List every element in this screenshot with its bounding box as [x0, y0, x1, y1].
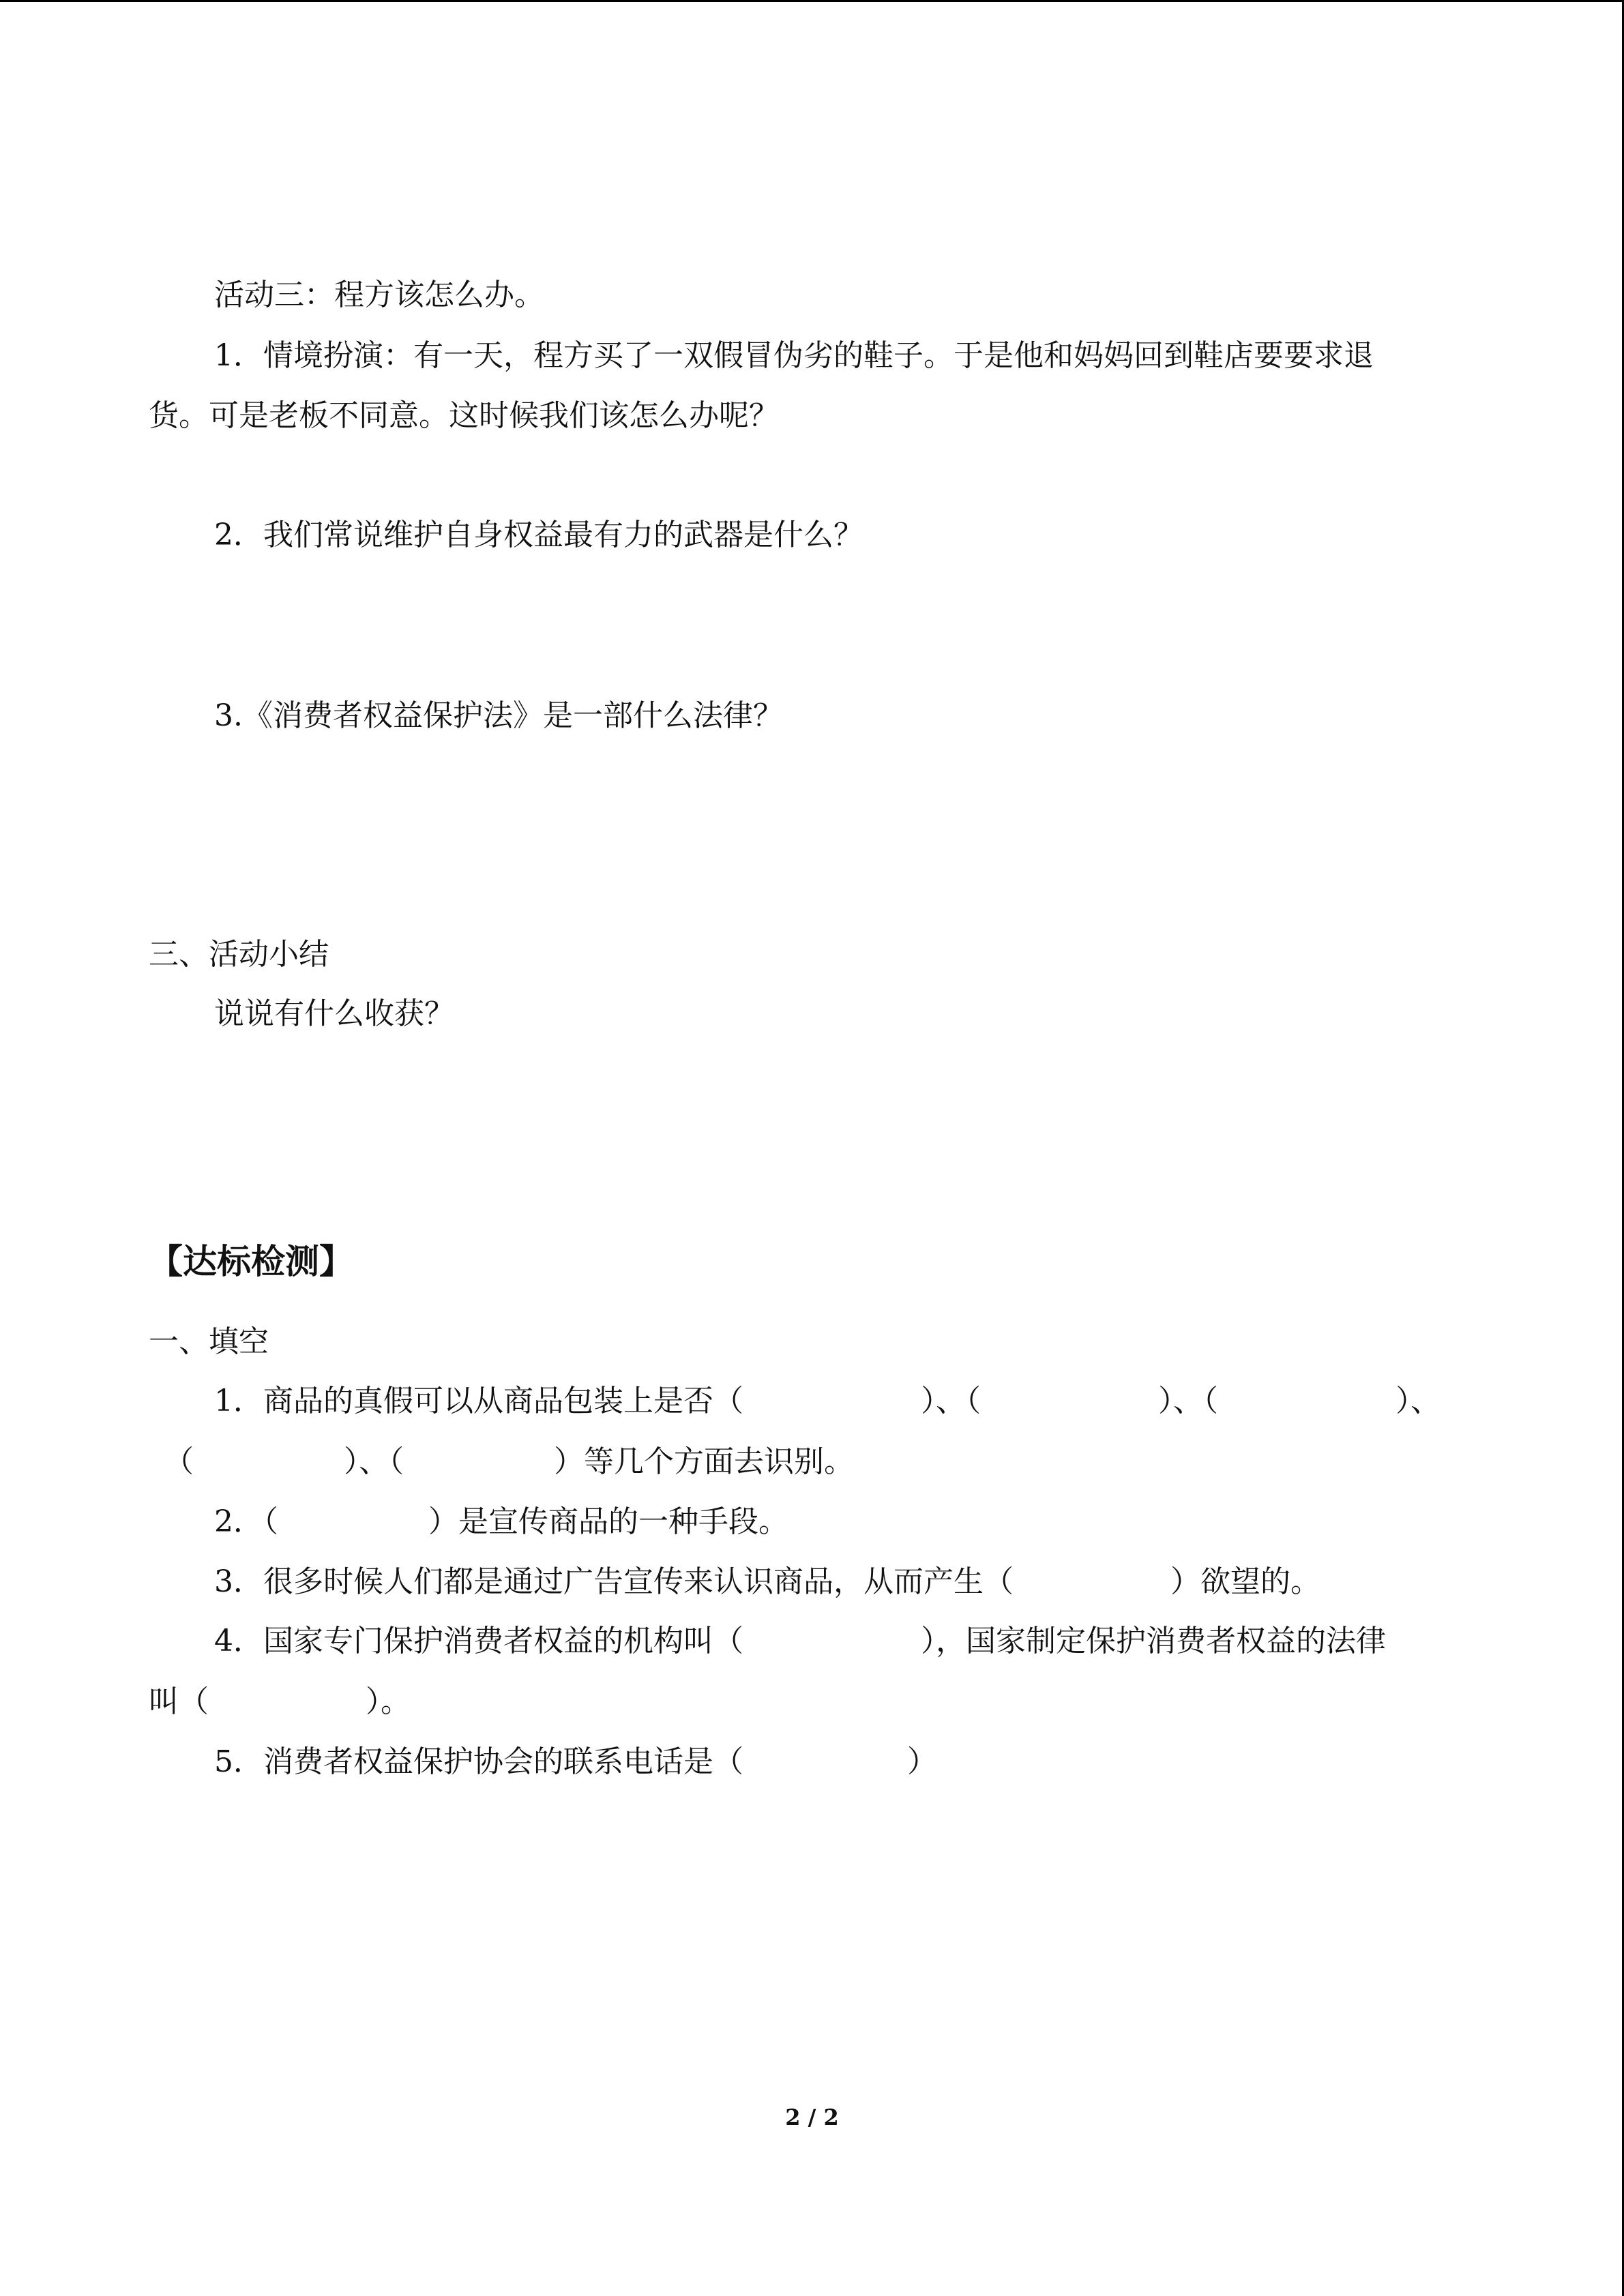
q1-text-d: ）、 [1396, 1384, 1441, 1418]
q1-text-c: ）、（ [1158, 1384, 1218, 1418]
q1-text-b: ）、（ [921, 1384, 981, 1418]
test-section-title: 一、填空 [149, 1324, 269, 1359]
q1-text-a: 1．商品的真假可以从商品包装上是否（ [214, 1384, 743, 1418]
test-q4-line1 [214, 1621, 1386, 1662]
activity3-q3: 3.《消费者权益保护法》是一部什么法律？ [214, 698, 783, 733]
test-q1-line2 [164, 1442, 854, 1482]
activity3-q1-line2: 货。可是老板不同意。这时候我们该怎么办呢？ [149, 398, 779, 433]
page-number: 2 / 2 [785, 2104, 839, 2130]
q4-text-c: 叫（ [149, 1684, 209, 1719]
activity3-q2: 2．我们常说维护自身权益最有力的武器是什么？ [214, 518, 863, 552]
test-q4-line2 [149, 1682, 411, 1723]
q2-text-a: 2．（ [214, 1504, 278, 1539]
q1-text-e: （ [164, 1444, 194, 1479]
q3-text-b: ）欲望的。 [1170, 1564, 1320, 1599]
summary-title: 三、活动小结 [149, 937, 329, 972]
q3-text-a: 3．很多时候人们都是通过广告宣传来认识商品，从而产生（ [214, 1564, 1014, 1599]
q1-text-f: ）、（ [344, 1444, 404, 1479]
q1-text-g: ）等几个方面去识别。 [554, 1444, 854, 1479]
page-top-border [0, 0, 1624, 2]
test-heading: 【达标检测】 [149, 1242, 353, 1281]
test-q2 [214, 1502, 788, 1542]
q4-text-a: 4．国家专门保护消费者权益的机构叫（ [214, 1624, 743, 1658]
q5-text-a: 5．消费者权益保护协会的联系电话是（ [214, 1744, 743, 1779]
test-q1-line1 [214, 1381, 1441, 1422]
q2-text-b: ）是宣传商品的一种手段。 [428, 1504, 788, 1539]
q4-text-d: ）。 [366, 1684, 411, 1719]
q5-text-b: ） [907, 1744, 937, 1779]
activity3-q1-line1: 1．情境扮演：有一天，程方买了一双假冒伪劣的鞋子。于是他和妈妈回到鞋店要要求退 [214, 338, 1374, 373]
test-q5 [214, 1742, 937, 1783]
test-q3 [214, 1562, 1320, 1602]
q4-text-b: ），国家制定保护消费者权益的法律 [921, 1624, 1386, 1658]
summary-prompt: 说说有什么收获？ [214, 996, 454, 1031]
activity3-title: 活动三：程方该怎么办。 [214, 278, 544, 312]
